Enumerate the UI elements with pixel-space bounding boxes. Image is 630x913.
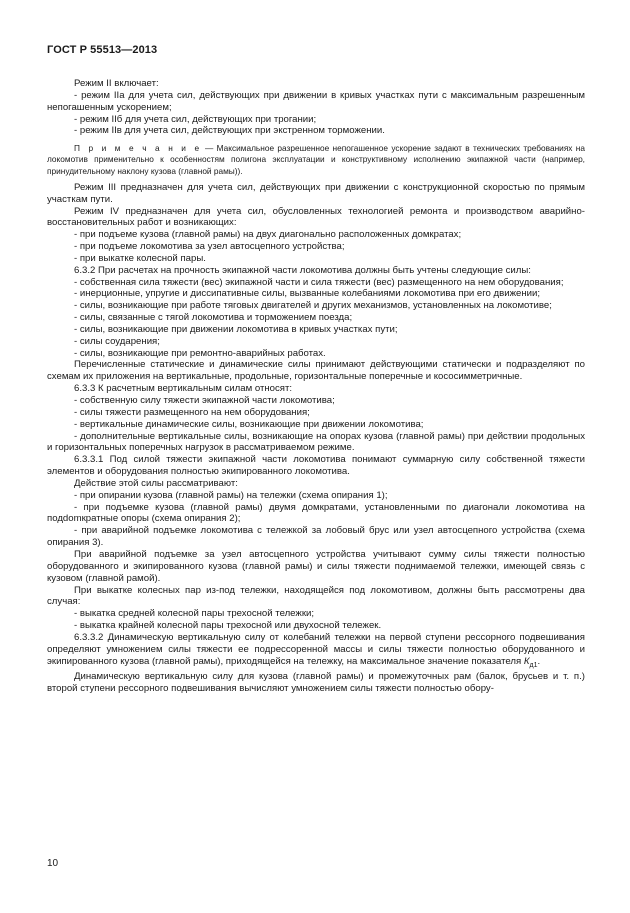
list-item: - при аварийной подъемке локомотива с тележкой за лобовый брус или узел автосцепного устройства (схема опирания 3).	[47, 525, 585, 549]
list-item: - силы, возникающие при ремонтно-аварийных работах.	[74, 347, 326, 359]
paragraph-text: 6.3.3.2 Динамическую вертикальную силу от колебаний тележки на первой ступени рессорного подвешивания определяют умножением силы тяжести ее подрессоренной массы и силы тяжести полностью оборудованного и экипированного кузова (главной рамы), приходящейся на тележку, на максимальное значение показателя	[47, 631, 585, 667]
formula-symbol: К	[523, 655, 530, 667]
list-item: - силы, возникающие при работе тяговых двигателей и других механизмов, установленных на локомотиве;	[74, 300, 552, 312]
paragraph: 6.3.3.1 Под силой тяжести экипажной части локомотива понимают суммарную силу собственной тяжести элементов и оборудования полностью экипированного локомотива.	[47, 454, 585, 478]
list-item: - при опирании кузова (главной рамы) на тележки (схема опирания 1);	[74, 489, 388, 501]
paragraph: 6.3.3 К расчетным вертикальным силам относят:	[74, 383, 293, 395]
list-item: - силы соударения;	[74, 335, 160, 347]
paragraph: Динамическую вертикальную силу для кузова (главной рамы) и промежуточных рам (балок, брусьев и т. п.) второй ступени рессорного подвешивания вычисляют умножением силы тяжести полностью обору-	[47, 671, 585, 695]
list-item: - собственная сила тяжести (вес) экипажной части и сила тяжести (вес) размещенного на нем оборудования;	[74, 276, 564, 288]
formula-subscript: д1	[529, 661, 538, 669]
paragraph: Режим IV предназначен для учета сил, обусловленных технологией ремонта и производством аварийно-восстановительных работ и возникающих:	[47, 205, 585, 229]
list-item: - при подъемке кузова (главной рамы) двумя домкратами, установленными по диагонали локомотива на подdomкратные опоры (схема опирания 2);	[47, 501, 585, 525]
document-header: ГОСТ Р 55513—2013	[47, 44, 158, 56]
list-item: - режим IIа для учета сил, действующих при движении в кривых участках пути с максимальным разрешенным непогашенным ускорением;	[47, 89, 585, 113]
list-item: - силы, связанные с тягой локомотива и торможением поезда;	[74, 312, 353, 324]
note-label: П р и м е ч а н и е	[74, 143, 202, 154]
note-text: — Максимальное разрешенное непогашенное ускорение задают в технических требованиях на локомотив применительно к особенностям полигона эксплуатации и конструктивному исполнению экипажной части (например, принудительному наклону кузова (главной рамы)).	[47, 143, 585, 176]
page-number: 10	[47, 858, 59, 869]
list-item: - силы, возникающие при движении локомотива в кривых участках пути;	[74, 323, 398, 335]
list-item: - выкатка крайней колесной пары трехосной или двухосной тележек.	[74, 620, 382, 632]
paragraph: Действие этой силы рассматривают:	[74, 477, 238, 489]
paragraph: Режим III предназначен для учета сил, действующих при движении с конструкционной скоростью по прямым участкам пути.	[47, 181, 585, 205]
page-body	[47, 78, 585, 695]
list-item: - при подъеме кузова (главной рамы) на двух диагонально расположенных домкратах;	[74, 229, 462, 241]
list-item: - режим IIв для учета сил, действующих при экстренном торможении.	[74, 125, 385, 137]
list-item: - собственную силу тяжести экипажной части локомотива;	[74, 395, 335, 407]
paragraph	[47, 632, 585, 671]
list-item: - при выкатке колесной пары.	[74, 252, 206, 264]
list-item: - силы тяжести размещенного на нем оборудования;	[74, 406, 310, 418]
list-item: - вертикальные динамические силы, возникающие при движении локомотива;	[74, 418, 424, 430]
paragraph: Режим II включает:	[74, 78, 159, 89]
formula-suffix: .	[537, 655, 541, 667]
paragraph: При выкатке колесных пар из-под тележки, находящейся под локомотивом, должны быть рассмотрены два случая:	[47, 584, 585, 608]
paragraph: При аварийной подъемке за узел автосцепного устройства учитывают сумму силы тяжести полностью оборудованного и экипированного кузова (главной рамы) и силы тяжести поднимаемой тележки, имеющей связь с кузовом (главной рамой).	[47, 548, 585, 584]
list-item: - дополнительные вертикальные силы, возникающие на опорах кузова (главной рамы) при действии продольных и горизонтальных поперечных нагрузок в рассматриваемом режиме.	[47, 430, 585, 454]
list-item: - при подъеме локомотива за узел автосцепного устройства;	[74, 241, 345, 253]
paragraph: Перечисленные статические и динамические силы принимают действующими статически и подразделяют по схемам их приложения на вертикальные, продольные, горизонтальные поперечные и кососимметричные.	[47, 359, 585, 383]
list-item: - выкатка средней колесной пары трехосной тележки;	[74, 608, 315, 620]
list-item: - инерционные, упругие и диссипативные силы, вызванные колебаниями локомотива при его движении;	[74, 288, 541, 300]
note	[47, 143, 585, 177]
list-item: - режим IIб для учета сил, действующих при трогании;	[74, 113, 317, 125]
paragraph: 6.3.2 При расчетах на прочность экипажной части локомотива должны быть учтены следующие силы:	[74, 264, 531, 276]
